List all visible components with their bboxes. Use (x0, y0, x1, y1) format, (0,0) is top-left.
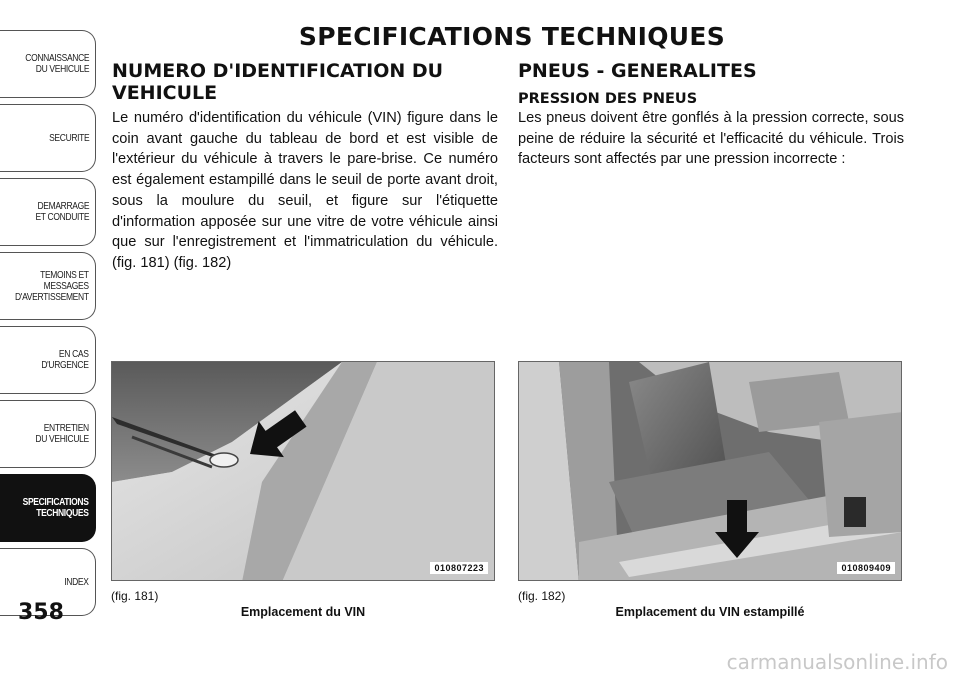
page-title: SPECIFICATIONS TECHNIQUES (298, 22, 726, 51)
figure-182-ref: (fig. 182) (518, 589, 566, 603)
tab-temoins-et-messages[interactable]: TEMOINS ET MESSAGES D'AVERTISSEMENT (0, 252, 96, 320)
figure-182-caption: Emplacement du VIN estampillé (615, 605, 805, 619)
figure-181-caption: Emplacement du VIN (240, 605, 366, 619)
watermark: carmanualsonline.info (726, 650, 948, 674)
tire-pressure-paragraph: Les pneus doivent être gonflés à la pression correcte, sous peine de réduire la sécurité et l'efficacité du véhicule. Trois facteurs sont affectés par une pression incorrecte : (518, 110, 904, 168)
vin-section (112, 60, 498, 274)
arrow-down-left-icon (112, 362, 495, 581)
tab-securite[interactable]: SECURITE (0, 104, 96, 172)
page-number: 358 (18, 600, 64, 625)
tab-index[interactable]: INDEX (0, 548, 96, 616)
tab-en-cas-d-urgence[interactable]: EN CAS D'URGENCE (0, 326, 96, 394)
tab-demarrage-et-conduite[interactable]: DEMARRAGE ET CONDUITE (0, 178, 96, 246)
vin-heading: NUMERO D'IDENTIFICATION DU VEHICULE (112, 60, 444, 104)
vin-paragraph: Le numéro d'identification du véhicule (VIN) figure dans le coin avant gauche du tableau de bord et est visible de l'extérieur du véhicule à travers le pare-brise. Ce numéro est également estampillé dans le seuil de porte avant droit, sous la moulure du seuil, et figure sur l'étiquette d'information apposée sur une vitre de votre véhicule ainsi que sur l'enregistrement et l'immatriculation du véhicule. (fig. 181) (fig. 182) (112, 110, 498, 271)
tab-connaissance-du-vehicule[interactable]: CONNAISSANCE DU VEHICULE (0, 30, 96, 98)
tab-specifications-techniques[interactable]: SPECIFICATIONS TECHNIQUES (0, 474, 96, 542)
figure-181-ref: (fig. 181) (111, 589, 159, 603)
tires-heading: PNEUS - GENERALITES (518, 60, 757, 82)
figure-182-code: 010809409 (837, 562, 895, 574)
figure-181-image (111, 361, 495, 581)
figure-182-image (518, 361, 902, 581)
figure-181-code: 010807223 (430, 562, 488, 574)
tires-section (518, 60, 904, 170)
arrow-down-icon (519, 362, 902, 581)
tire-pressure-subheading: PRESSION DES PNEUS (518, 91, 698, 107)
tab-entretien-du-vehicule[interactable]: ENTRETIEN DU VEHICULE (0, 400, 96, 468)
